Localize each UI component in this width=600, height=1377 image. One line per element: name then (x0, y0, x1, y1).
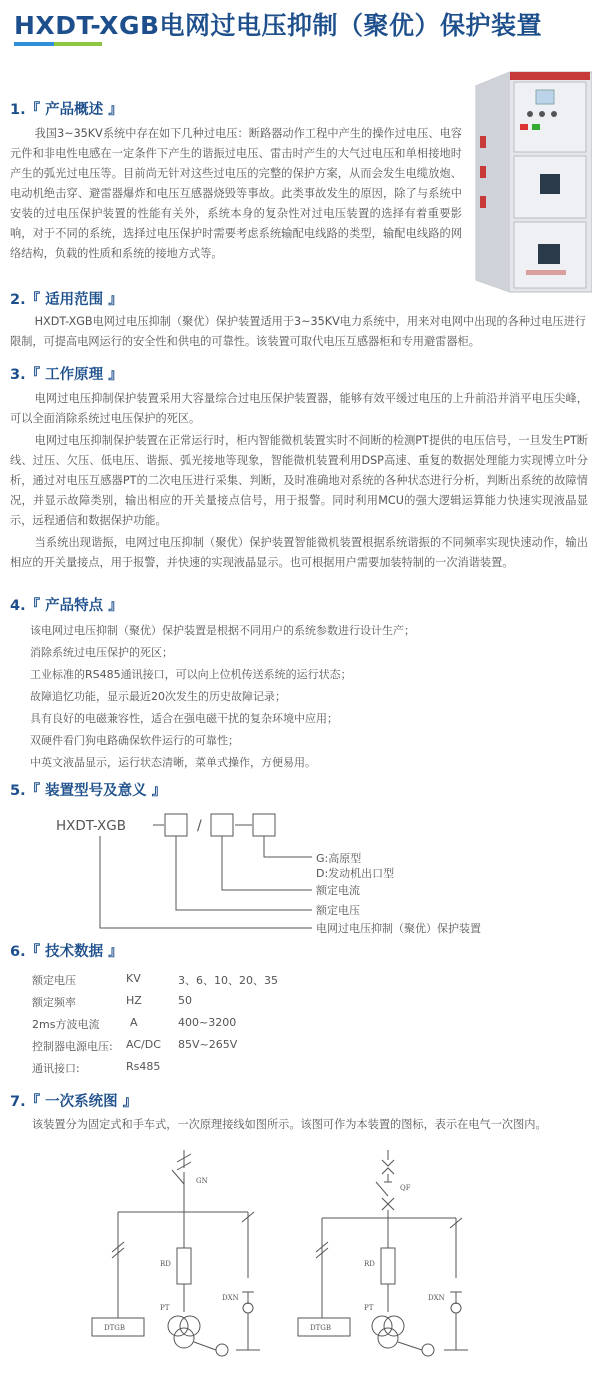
section-heading-tech: 6.『 技术数据 』 (10, 944, 123, 960)
model-legend-voltage: 额定电压 (316, 904, 360, 917)
title-underline (14, 42, 102, 46)
feature-item: 双硬件看门狗电路确保软件运行的可靠性； (30, 734, 239, 747)
diagram-intro: 该装置分为固定式和手车式，一次原理接线如图所示。该图可作为本装置的图标，表示在电气一次图内。 (32, 1118, 547, 1131)
label-rd-left: RD (160, 1260, 171, 1268)
principle-paragraph-3: 当系统出现谐振，电网过电压抑制（聚优）保护装置智能微机装置根据系统谐振的不同频率实现快速动作，输出相应的开关量接点，用于报警，并快速的实现液晶显示。也可根据用户需要加装特制的一次消谐装置。 (10, 536, 588, 569)
label-dxn-left: DXN (222, 1294, 239, 1302)
model-code-diagram (0, 804, 600, 934)
feature-item: 中英文液晶显示，运行状态清晰，菜单式操作，方便易用。 (30, 756, 316, 769)
label-pt-right: PT (364, 1304, 374, 1312)
section-heading-features: 4.『 产品特点 』 (10, 598, 123, 614)
tech-row (32, 1016, 572, 1036)
feature-item: 具有良好的电磁兼容性，适合在强电磁干扰的复杂环境中应用； (30, 712, 338, 725)
tech-row (32, 1060, 572, 1080)
model-prefix: HXDT-XGB (56, 818, 126, 834)
feature-item: 消除系统过电压保护的死区； (30, 646, 173, 659)
model-legend-g: G:高原型 (316, 852, 362, 865)
primary-system-diagram (0, 1140, 600, 1377)
section-heading-model: 5.『 装置型号及意义 』 (10, 783, 167, 799)
section-heading-diagram: 7.『 一次系统图 』 (10, 1094, 138, 1110)
tech-name: 额定频率 (32, 996, 76, 1009)
feature-item: 该电网过电压抑制（聚优）保护装置是根据不同用户的系统参数进行设计生产； (30, 624, 415, 637)
model-legend-d: D:发动机出口型 (316, 867, 395, 880)
model-legend-device: 电网过电压抑制（聚优）保护装置 (316, 922, 481, 934)
model-box-voltage (165, 814, 187, 836)
model-legend-current: 额定电流 (316, 884, 360, 897)
label-dtgb-left: DTGB (104, 1324, 126, 1332)
principle-paragraph-2: 电网过电压抑制保护装置在正常运行时，柜内智能微机装置实时不间断的检测PT提供的电压信号，一旦发生PT断线、过压、欠压、低电压、谐振、弧光接地等现象，智能微机装置利用DSP高速、重复的数据处理能力实现博立叶分析，通过对电压互感器PT的二次电压进行采集、判断，及时准确地对系统的各种状态进行分析，判断出系统的故障情况，并显示故障类别，输出相应的开关量接点信号，用于报警。同时利用MCU的强大逻辑运算能力快速实现液晶显示，远程通信和数据保护功能。 (10, 434, 588, 527)
page-title: HXDT-XGB电网过电压抑制（聚优）保护装置 (14, 11, 543, 40)
tech-unit: A (130, 1016, 138, 1029)
label-rd-right: RD (364, 1260, 375, 1268)
feature-item: 故障追忆功能，显示最近20次发生的历史故障记录； (30, 690, 286, 703)
section-heading-scope: 2.『 适用范围 』 (10, 292, 123, 308)
model-slash: / (197, 818, 202, 834)
tech-value: 3、6、10、20、35 (178, 974, 278, 987)
section-heading-overview: 1.『 产品概述 』 (10, 102, 123, 118)
switchgear-cabinet-image (470, 66, 592, 298)
model-box-type (253, 814, 275, 836)
tech-name: 通讯接口: (32, 1062, 80, 1075)
tech-row (32, 972, 572, 992)
feature-item: 工业标准的RS485通讯接口，可以向上位机传送系统的运行状态； (30, 668, 352, 681)
tech-unit: KV (126, 972, 141, 985)
title-underline-green (54, 42, 102, 46)
tech-name: 控制器电源电压: (32, 1040, 113, 1053)
label-dxn-right: DXN (428, 1294, 445, 1302)
model-box-current (211, 814, 233, 836)
tech-unit: HZ (126, 994, 142, 1007)
label-pt-left: PT (160, 1304, 170, 1312)
tech-unit: AC/DC (126, 1038, 161, 1051)
tech-name: 2ms方波电流 (32, 1018, 100, 1031)
principle-paragraph-1: 电网过电压抑制保护装置采用大容量综合过电压保护装置器，能够有效平缓过电压的上升前沿并消平电压尖峰，可以全面消除系统过电压保护的死区。 (10, 392, 588, 425)
overview-paragraph: 我国3~35KV系统中存在如下几种过电压：断路器动作工程中产生的操作过电压、电容元件和非电性电感在一定条件下产生的谐振过电压、雷击时产生的大气过电压和单相接地时产生的弧光过电压等。目前尚无针对这些过电压的完整的保护方案，从而会发生电缆放炮、电动机绝击穿、避雷器爆炸和电压互感器烧毁等事故。此类事故发生的原因，除了与系统中安装的过电压保护装置的性能有关外，系统本身的复杂性对过电压装置的选择有着重要影响，对于不同的系统，选择过电压保护时需要考虑系统输配电线路的类型，输配电线路的网络结构，负载的性质和系统的接地方式等。 (10, 127, 462, 260)
label-qf: QF (400, 1184, 411, 1192)
tech-value: 400~3200 (178, 1016, 237, 1029)
tech-value: Rs485 (126, 1060, 161, 1073)
section-heading-principle: 3.『 工作原理 』 (10, 367, 123, 383)
tech-value: 50 (178, 994, 192, 1007)
label-dtgb-right: DTGB (310, 1324, 332, 1332)
tech-row (32, 1038, 572, 1058)
tech-name: 额定电压 (32, 974, 76, 987)
scope-paragraph: HXDT-XGB电网过电压抑制（聚优）保护装置适用于3~35KV电力系统中，用来对电网中出现的各种过电压进行限制，可提高电网运行的安全性和供电的可靠性。该装置可取代电压互感器柜和专用避雷器柜。 (10, 315, 586, 348)
tech-value: 85V~265V (178, 1038, 238, 1051)
tech-row (32, 994, 572, 1014)
label-gn: GN (196, 1177, 208, 1185)
title-underline-blue (14, 42, 54, 46)
